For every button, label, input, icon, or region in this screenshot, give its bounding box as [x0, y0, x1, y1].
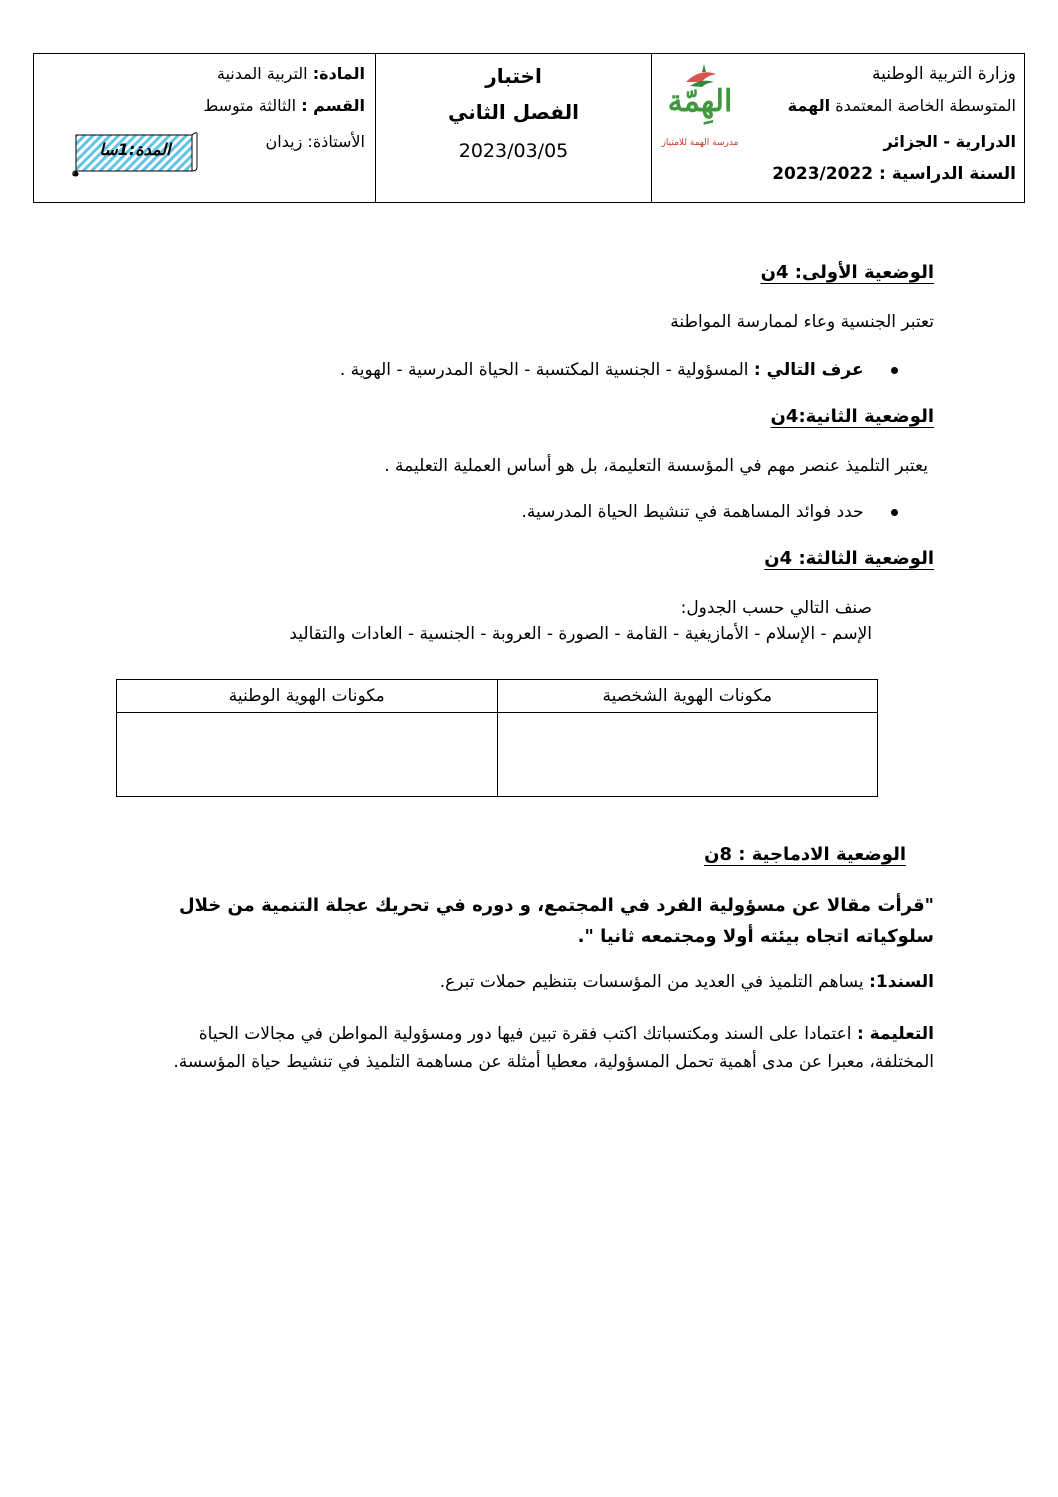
teacher-value: زيدان [265, 132, 303, 151]
header-school-cell [652, 54, 1026, 202]
school-name: الهمة [787, 96, 831, 115]
teacher-line [266, 132, 365, 151]
exam-date: 2023/03/05 [458, 140, 569, 162]
subject-line [217, 64, 365, 83]
section1-bullet-lead: عرف التالي : [753, 360, 864, 380]
school-logo [656, 62, 744, 162]
class-label: القسم : [301, 96, 365, 115]
class-value: الثالثة متوسط [203, 96, 297, 115]
instruction-label: التعليمة : [856, 1024, 934, 1044]
section3-instruction: صنف التالي حسب الجدول: [680, 598, 872, 618]
section3-title: الوضعية الثالثة: 4ن [764, 548, 934, 569]
section1-bullet-rest: المسؤولية - الجنسية المكتسبة - الحياة المدرسية - الهوية . [339, 360, 749, 380]
subject-value: التربية المدنية [216, 64, 308, 83]
school-year: السنة الدراسية : 2023/2022 [772, 164, 1016, 184]
teacher-label: الأستاذة: [307, 132, 365, 151]
logo-subtitle: مدرسة الهمة للامتياز [661, 138, 739, 148]
section2-intro: يعتبر التلميذ عنصر مهم في المؤسسة التعليمة، بل هو أساس العملية التعليمة . [384, 456, 928, 476]
logo-word: الهِمّة [667, 84, 733, 119]
duration-text: المدة:1سا [99, 140, 171, 159]
header-exam-cell [376, 54, 652, 202]
document-label: السند1: [869, 972, 934, 992]
document-text: يساهم التلميذ في العديد من المؤسسات بتنظيم حملات تبرع. [439, 972, 864, 992]
exam-header [33, 53, 1025, 203]
school-line [788, 96, 1016, 115]
table-header-personal: مكونات الهوية الشخصية [497, 680, 878, 713]
section2-title: الوضعية الثانية:4ن [770, 406, 934, 427]
city-line: الدرارية - الجزائر [883, 132, 1016, 151]
subject-label: المادة: [312, 64, 365, 83]
duration-scroll [72, 129, 198, 177]
exam-term: الفصل الثاني [447, 100, 580, 124]
header-subject-cell [34, 54, 376, 202]
instruction-text: اعتمادا على السند ومكتسباتك اكتب فقرة تبين فيها دور ومسؤولية المواطن في مجالات الحياة المختلفة، معبرا عن مدى أهمية تحمل المسؤولية، معطيا أمثلة عن مساهمة التلميذ في تنشيط حياة المؤسسة. [173, 1024, 934, 1072]
bullet-icon [891, 509, 898, 516]
section2-bullet [521, 502, 898, 522]
section1-intro: تعتبر الجنسية وعاء لممارسة المواطنة [670, 312, 934, 332]
section2-bullet-text: حدد فوائد المساهمة في تنشيط الحياة المدرسية. [521, 502, 864, 522]
table-header-national: مكونات الهوية الوطنية [117, 680, 498, 713]
section4-quote: "قرأت مقالا عن مسؤولية الفرد في المجتمع، و دوره في تحريك عجلة التنمية من خلال سلوكياته اتجاه بيئته أولا ومجتمعه ثانيا ". [178, 895, 934, 947]
class-line [203, 96, 365, 115]
section3-items: الإسم - الإسلام - الأمازيغية - القامة - الصورة - العروبة - الجنسية - العادات والتقاليد [289, 624, 872, 644]
table-row [117, 713, 878, 797]
classification-table [116, 679, 878, 797]
table-header-row [117, 680, 878, 713]
section1-bullet [340, 360, 898, 380]
bullet-icon [891, 367, 898, 374]
school-prefix: المتوسطة الخاصة المعتمدة [835, 96, 1016, 115]
table-cell-personal[interactable] [497, 713, 878, 797]
table-cell-national[interactable] [117, 713, 498, 797]
section1-title: الوضعية الأولى: 4ن [760, 262, 934, 283]
ministry-name: وزارة التربية الوطنية [871, 64, 1016, 84]
section4-document [440, 972, 934, 992]
exam-title: اختبار [485, 64, 542, 88]
section4-title: الوضعية الادماجية : 8ن [704, 844, 906, 865]
section4-instruction [134, 1020, 934, 1076]
